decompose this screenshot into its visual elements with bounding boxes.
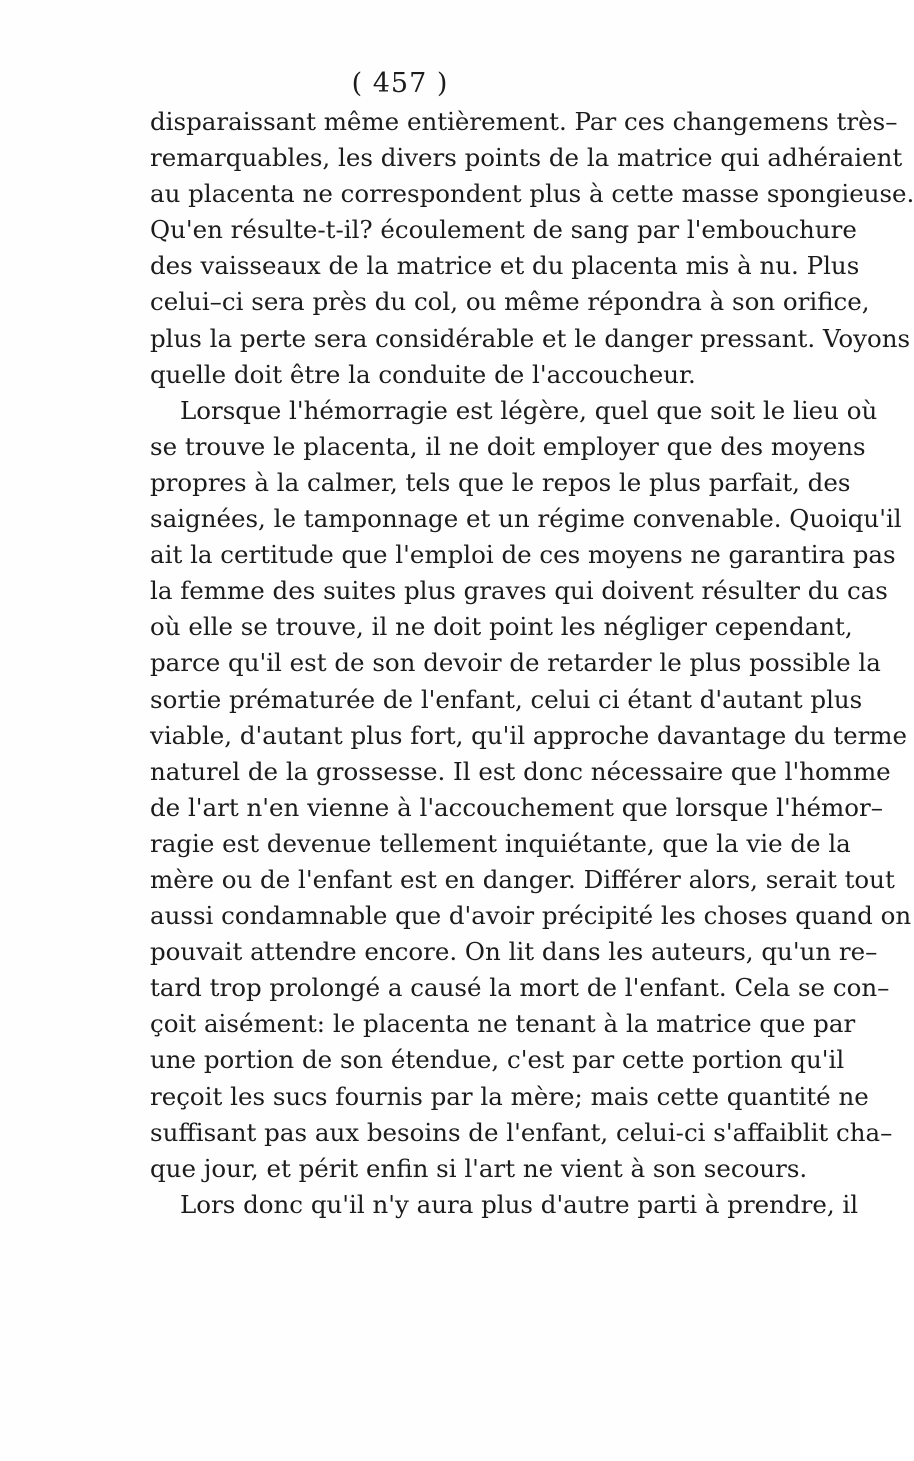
text-line: Lors donc qu'il n'y aura plus d'autre parti à prendre, il xyxy=(180,1189,859,1219)
text-line: celui–ci sera près du col, ou même répondra à son orifice, xyxy=(150,287,870,317)
text-line: où elle se trouve, il ne doit point les négliger cependant, xyxy=(150,612,853,642)
text-line: se trouve le placenta, il ne doit employer que des moyens xyxy=(150,431,866,461)
text-line: saignées, le tamponnage et un régime convenable. Quoiqu'il xyxy=(150,504,902,534)
text-line: aussi condamnable que d'avoir précipité les choses quand on xyxy=(150,901,912,931)
text-line: mère ou de l'enfant est en danger. Différer alors, serait tout xyxy=(150,864,895,894)
text-line: naturel de la grossesse. Il est donc nécessaire que l'homme xyxy=(150,756,891,786)
text-line: que jour, et périt enfin si l'art ne vient à son secours. xyxy=(150,1153,808,1183)
text-line: tard trop prolongé a causé la mort de l'enfant. Cela se con– xyxy=(150,973,890,1003)
text-line: des vaisseaux de la matrice et du placenta mis à nu. Plus xyxy=(150,251,860,281)
text-line: au placenta ne correspondent plus à cette masse spongieuse. xyxy=(150,179,914,209)
text-line: Lorsque l'hémorragie est légère, quel que soit le lieu où xyxy=(180,395,878,425)
text-line: pouvait attendre encore. On lit dans les auteurs, qu'un re– xyxy=(150,937,878,967)
page-number: ( 457 ) xyxy=(351,68,449,99)
text-line: plus la perte sera considérable et le danger pressant. Voyons xyxy=(150,323,911,353)
text-line: quelle doit être la conduite de l'accoucheur. xyxy=(150,359,696,389)
text-line: une portion de son étendue, c'est par cette portion qu'il xyxy=(150,1045,845,1075)
text-line: ragie est devenue tellement inquiétante, que la vie de la xyxy=(150,828,851,858)
text-line: disparaissant même entièrement. Par ces changemens très– xyxy=(150,107,898,136)
text-line: ait la certitude que l'emploi de ces moyens ne garantira pas xyxy=(150,540,896,570)
text-line: çoit aisément: le placenta ne tenant à la matrice que par xyxy=(150,1009,856,1039)
text-line: de l'art n'en vienne à l'accouchement que lorsque l'hémor– xyxy=(150,792,883,822)
text-line: la femme des suites plus graves qui doivent résulter du cas xyxy=(150,576,888,606)
text-line: reçoit les sucs fournis par la mère; mais cette quantité ne xyxy=(150,1081,869,1111)
text-line: Qu'en résulte-t-il? écoulement de sang par l'embouchure xyxy=(150,215,857,245)
text-line: viable, d'autant plus fort, qu'il approche davantage du terme xyxy=(150,720,908,750)
text-line: sortie prématurée de l'enfant, celui ci étant d'autant plus xyxy=(150,684,863,714)
text-line: propres à la calmer, tels que le repos le plus parfait, des xyxy=(150,467,851,497)
text-line: remarquables, les divers points de la matrice qui adhéraient xyxy=(150,143,903,173)
text-line: suffisant pas aux besoins de l'enfant, celui-ci s'affaiblit cha– xyxy=(150,1117,893,1147)
text-line: parce qu'il est de son devoir de retarder le plus possible la xyxy=(150,648,881,678)
body-text xyxy=(150,104,914,1223)
